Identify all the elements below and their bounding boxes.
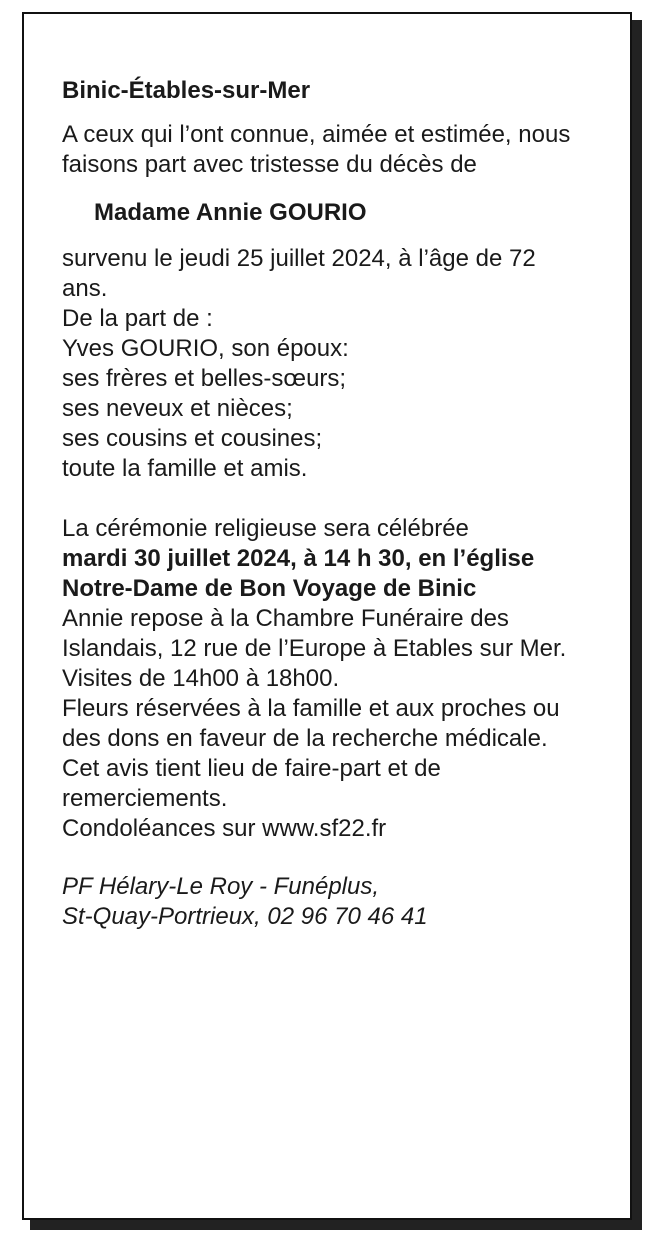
notice-note: Cet avis tient lieu de faire-part et de remerciements. — [62, 755, 441, 812]
rest-info: Annie repose à la Chambre Funéraire des Islandais, 12 rue de l’Europe à Etables sur Mer. Visites de 14h00 à 18h00. — [62, 605, 567, 692]
notice-town: Binic-Étables-sur-Mer — [62, 77, 311, 104]
flowers-info: Fleurs réservées à la famille et aux proches ou des dons en faveur de la recherche médicale. — [62, 695, 560, 752]
death-info: survenu le jeudi 25 juillet 2024, à l’âge de 72 ans. — [62, 245, 536, 302]
family-line: ses cousins et cousines; — [62, 425, 323, 452]
undertaker-contact: St-Quay-Portrieux, 02 96 70 46 41 — [62, 903, 428, 930]
family-line: ses neveux et nièces; — [62, 395, 293, 422]
family-line: ses frères et belles-sœurs; — [62, 365, 347, 392]
ceremony-details: mardi 30 juillet 2024, à 14 h 30, en l’église Notre-Dame de Bon Voyage de Binic — [62, 545, 535, 602]
notice-content — [62, 76, 582, 932]
ceremony-intro: La cérémonie religieuse sera célébrée — [62, 515, 469, 542]
deceased-name: Madame Annie GOURIO — [94, 199, 367, 226]
undertaker-name: PF Hélary-Le Roy - Funéplus, — [62, 873, 380, 900]
from-label: De la part de : — [62, 305, 213, 332]
family-line: toute la famille et amis. — [62, 455, 308, 482]
family-line: Yves GOURIO, son époux: — [62, 335, 349, 362]
condolences-info: Condoléances sur www.sf22.fr — [62, 815, 387, 842]
spacer — [62, 484, 582, 514]
notice-intro: A ceux qui l’ont connue, aimée et estimée, nous faisons part avec tristesse du décès de — [62, 121, 571, 178]
